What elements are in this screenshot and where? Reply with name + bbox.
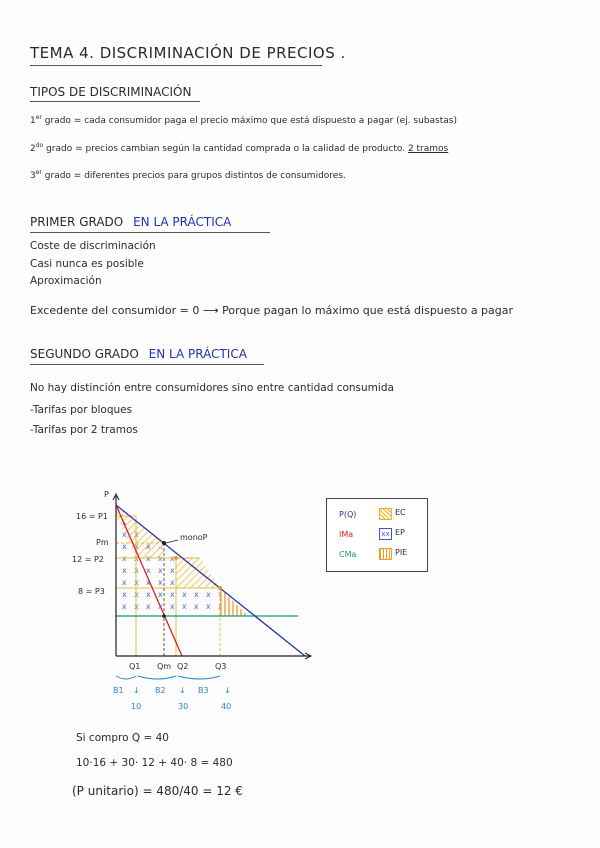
calc-line2: 10·16 + 30· 12 + 40· 8 = 480 [76,757,233,769]
block-arrow-1: ↓ [133,686,140,695]
block-b1: B1 [113,686,124,695]
y-axis-label: P [104,490,109,499]
price-label-p1: 16 = P1 [76,512,108,521]
legend-ep: EP [395,528,405,537]
grado1-num: 1 [30,116,36,126]
legend-ec-swatch [379,508,392,520]
price-label-p3: 8 = P3 [78,587,105,596]
legend-ima: IMa [339,530,354,539]
q-label-qm: Qm [157,662,172,671]
monop-label: monoP [180,533,208,542]
excedente-line: Excedente del consumidor = 0 ⟶ Porque pagan lo máximo que está dispuesto a pagar [30,304,514,317]
primer-line1: Coste de discriminación [30,240,156,252]
block-b2: B2 [155,686,166,695]
cma-ima-point [162,614,166,618]
calc-line1: Si compro Q = 40 [76,732,169,744]
segundo-line3: -Tarifas por 2 tramos [30,424,138,436]
legend-pie-swatch [379,548,392,560]
grado2-tramos: 2 tramos [407,144,449,154]
block-arrow-2: ↓ [179,686,186,695]
b3-bracket [178,676,220,679]
b2-bracket [138,676,176,679]
legend-ec: EC [395,508,406,517]
tipos-heading: TIPOS DE DISCRIMINACIÓN [30,85,192,99]
segundo-heading-b: EN LA PRÁCTICA [148,347,247,361]
primer-heading-b: EN LA PRÁCTICA [133,215,232,229]
b1-bracket [116,676,136,679]
grado2-num: 2 [30,144,36,154]
p2-point [174,556,178,560]
grado2-text: grado = precios cambian según la cantidad comprada o la calidad de producto. [46,144,406,154]
block-b3: B3 [198,686,209,695]
q-label-q2: Q2 [177,662,189,671]
segundo-line1: No hay distinción entre consumidores sino entre cantidad consumida [30,382,394,394]
grado3-num: 3 [30,171,36,181]
block-value-2: 30 [178,702,189,711]
grado3-text: grado = diferentes precios para grupos distintos de consumidores. [44,171,346,181]
price-label-p2: 12 = P2 [72,555,104,564]
q-label-q1: Q1 [129,662,141,671]
legend-pie: PIE [395,548,408,557]
legend-ep-swatch: xx [379,528,392,540]
legend-pq: P(Q) [339,510,357,519]
monop-point [162,541,166,545]
calc-line3: (P unitario) = 480/40 = 12 € [72,784,243,798]
q-label-q3: Q3 [215,662,227,671]
page-title: TEMA 4. DISCRIMINACIÓN DE PRECIOS . [30,44,346,62]
chart-legend [326,498,428,572]
block-value-1: 10 [131,702,142,711]
p3-point [218,586,222,590]
primer-line3: Aproximación [30,275,102,287]
legend-cma: CMa [339,550,357,559]
monop-pointer [166,540,178,543]
grado3-sup: er [35,169,42,176]
grado1-sup: er [35,114,42,121]
price-label-pm: Pm [96,538,109,547]
block-arrow-3: ↓ [224,686,231,695]
primer-line2: Casi nunca es posible [30,258,144,270]
grado2-sup: do [35,142,44,149]
segundo-line2: -Tarifas por bloques [30,404,133,416]
grado1-text: grado = cada consumidor paga el precio máximo que está dispuesto a pagar (ej. subastas) [44,116,457,126]
primer-heading-a: PRIMER GRADO [30,215,124,229]
segundo-heading-a: SEGUNDO GRADO [30,347,139,361]
block-value-3: 40 [221,702,232,711]
